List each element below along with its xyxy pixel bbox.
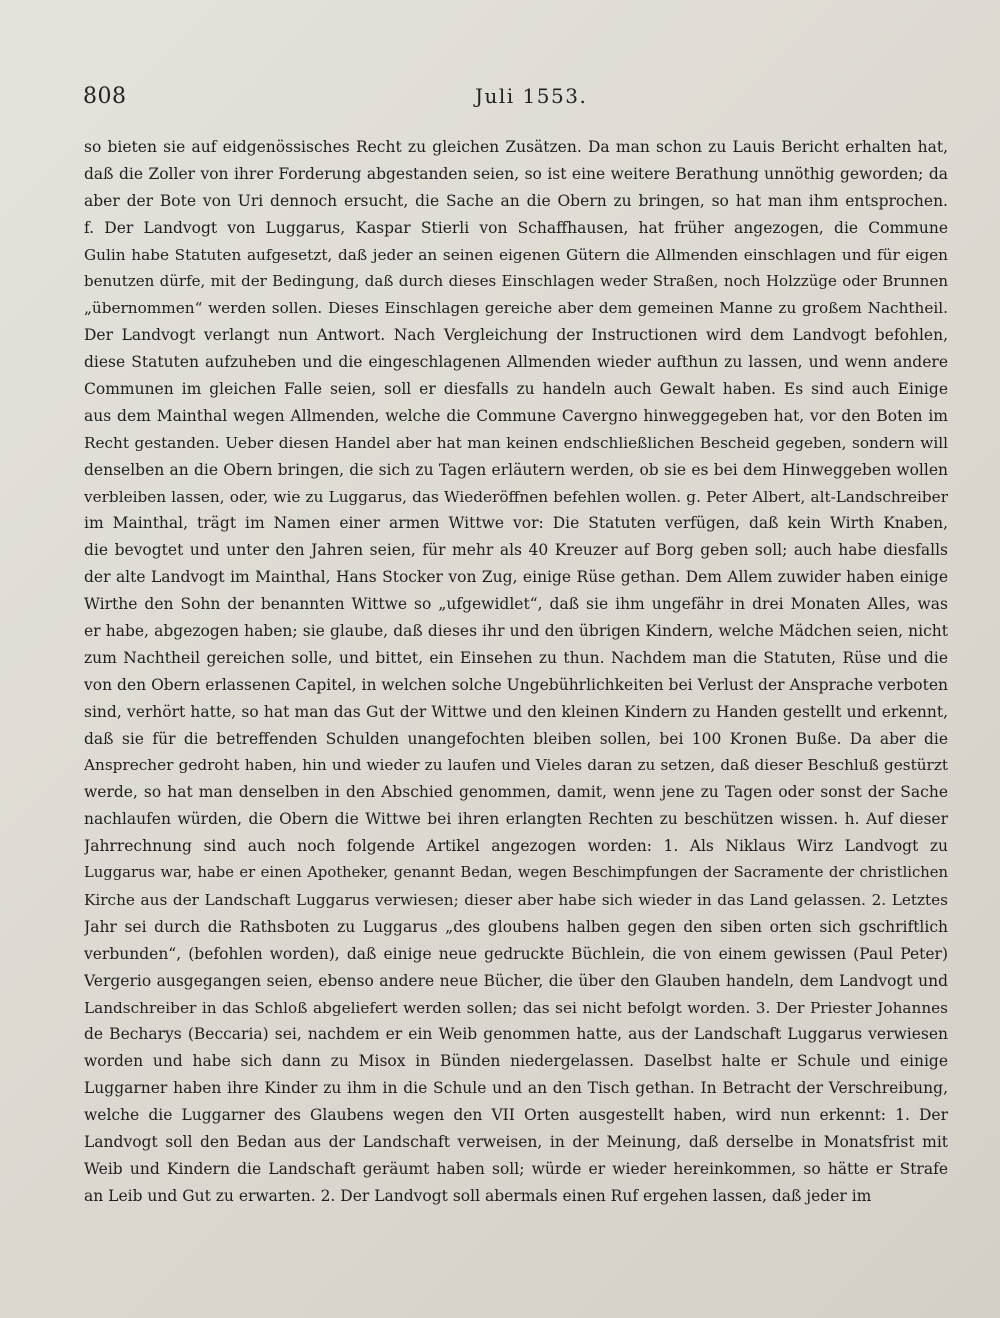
text-line: f. Der Landvogt von Luggarus, Kaspar Stierli von Schaffhausen, hat früher angezogen, die Commune — [84, 218, 948, 237]
text-line: sind, verhört hatte, so hat man das Gut der Wittwe und den kleinen Kindern zu Handen gestellt und erkennt, — [84, 702, 948, 721]
text-line: Ansprecher gedroht haben, hin und wieder zu laufen und Vieles daran zu setzen, daß dieser Beschluß gestürzt — [84, 756, 948, 775]
body-text — [84, 134, 948, 1210]
text-line: diese Statuten aufzuheben und die eingeschlagenen Allmenden wieder aufthun zu lassen, und wenn andere — [84, 353, 948, 372]
text-line: Recht gestanden. Ueber diesen Handel aber hat man keinen endschließlichen Bescheid gegeben, sondern will — [84, 433, 948, 452]
text-line: Jahrrechnung sind auch noch folgende Artikel angezogen worden: 1. Als Niklaus Wirz Landvogt zu — [84, 837, 948, 856]
text-line: Luggarner haben ihre Kinder zu ihm in die Schule und an den Tisch gethan. In Betracht der Verschreibung, — [84, 1079, 948, 1098]
text-line: Der Landvogt verlangt nun Antwort. Nach Vergleichung der Instructionen wird dem Landvogt befohlen, — [84, 326, 948, 345]
text-line: Landvogt soll den Bedan aus der Landschaft verweisen, in der Meinung, daß derselbe in Monatsfrist mit — [84, 1132, 948, 1151]
text-line: Wirthe den Sohn der benannten Wittwe so „ufgewidlet“, daß sie ihm ungefähr in drei Monaten Alles, was — [84, 595, 948, 614]
text-line: benutzen dürfe, mit der Bedingung, daß durch dieses Einschlagen weder Straßen, noch Holzzüge oder Brunnen — [84, 272, 948, 291]
running-head: Juli 1553. — [475, 84, 588, 108]
text-line: de Becharys (Beccaria) sei, nachdem er ein Weib genommen hatte, aus der Landschaft Luggarus verwiesen — [84, 1025, 948, 1044]
text-line: welche die Luggarner des Glaubens wegen den VII Orten ausgestellt haben, wird nun erkennt: 1. Der — [84, 1106, 948, 1125]
text-line: der alte Landvogt im Mainthal, Hans Stocker von Zug, einige Rüse gethan. Dem Allem zuwider haben einige — [84, 568, 948, 587]
text-line: Landschreiber in das Schloß abgeliefert werden sollen; das sei nicht befolgt worden. 3. Der Priester Johannes — [84, 998, 948, 1017]
text-line: verbunden“, (befohlen worden), daß einige neue gedruckte Büchlein, die von einem gewissen (Paul Peter) — [84, 944, 948, 963]
text-line: Jahr sei durch die Rathsboten zu Luggarus „des gloubens halben gegen den siben orten sich gschriftlich — [84, 917, 948, 936]
text-line: im Mainthal, trägt im Namen einer armen Wittwe vor: Die Statuten verfügen, daß kein Wirth Knaben, — [84, 514, 948, 533]
text-line: werde, so hat man denselben in den Abschied genommen, damit, wenn jene zu Tagen oder sonst der Sache — [84, 783, 948, 802]
text-line: nachlaufen würden, die Obern die Wittwe bei ihren erlangten Rechten zu beschützen wissen. h. Auf dieser — [84, 810, 948, 829]
text-line: die bevogtet und unter den Jahren seien, für mehr als 40 Kreuzer auf Borg geben soll; auch habe diesfalls — [84, 541, 948, 560]
text-line: Gulin habe Statuten aufgesetzt, daß jeder an seinen eigenen Gütern die Allmenden einschlagen und für eigen — [84, 245, 948, 264]
text-line: so bieten sie auf eidgenössisches Recht zu gleichen Zusätzen. Da man schon zu Lauis Bericht erhalten hat, — [84, 138, 948, 156]
text-line: aber der Bote von Uri dennoch ersucht, die Sache an die Obern zu bringen, so hat man ihm entsprochen. — [84, 191, 948, 210]
text-line: daß sie für die betreffenden Schulden unangefochten bleiben sollen, bei 100 Kronen Buße. Da aber die — [84, 729, 948, 748]
text-line: aus dem Mainthal wegen Allmenden, welche die Commune Cavergno hinweggegeben hat, vor den Boten im — [84, 406, 948, 425]
text-line: Luggarus war, habe er einen Apotheker, genannt Bedan, wegen Beschimpfungen der Sacramente der christlichen — [84, 864, 948, 882]
text-line: Weib und Kindern die Landschaft geräumt haben soll; würde er wieder hereinkommen, so hätte er Strafe — [84, 1159, 948, 1178]
text-line: von den Obern erlassenen Capitel, in welchen solche Ungebührlichkeiten bei Verlust der Ansprache verboten — [84, 675, 948, 694]
text-line: worden und habe sich dann zu Misox in Bünden niedergelassen. Daselbst halte er Schule und einige — [84, 1052, 948, 1071]
text-line: daß die Zoller von ihrer Forderung abgestanden seien, so ist eine weitere Berathung unnöthig geworden; da — [84, 164, 948, 183]
page-header — [83, 84, 943, 118]
text-line: Communen im gleichen Falle seien, soll er diesfalls zu handeln auch Gewalt haben. Es sind auch Einige — [84, 380, 948, 399]
text-line: „übernommen“ werden sollen. Dieses Einschlagen gereiche aber dem gemeinen Manne zu großem Nachtheil. — [84, 299, 948, 318]
text-line: verbleiben lassen, oder, wie zu Luggarus, das Wiederöffnen befehlen wollen. g. Peter Albert, alt-Landschreiber — [84, 487, 948, 506]
text-line: Vergerio ausgegangen seien, ebenso andere neue Bücher, die über den Glauben handeln, dem Landvogt und — [84, 971, 948, 990]
text-line: er habe, abgezogen haben; sie glaube, daß dieses ihr und den übrigen Kindern, welche Mädchen seien, nicht — [84, 622, 948, 641]
text-line: an Leib und Gut zu erwarten. 2. Der Landvogt soll abermals einen Ruf ergehen lassen, daß jeder im — [84, 1186, 872, 1205]
text-line: denselben an die Obern bringen, die sich zu Tagen erläutern werden, ob sie es bei dem Hinweggeben wollen — [84, 460, 948, 479]
text-line: Kirche aus der Landschaft Luggarus verwiesen; dieser aber habe sich wieder in das Land gelassen. 2. Letztes — [84, 890, 948, 909]
page-number: 808 — [83, 84, 127, 109]
text-line: zum Nachtheil gereichen solle, und bittet, ein Einsehen zu thun. Nachdem man die Statuten, Rüse und die — [84, 648, 948, 667]
